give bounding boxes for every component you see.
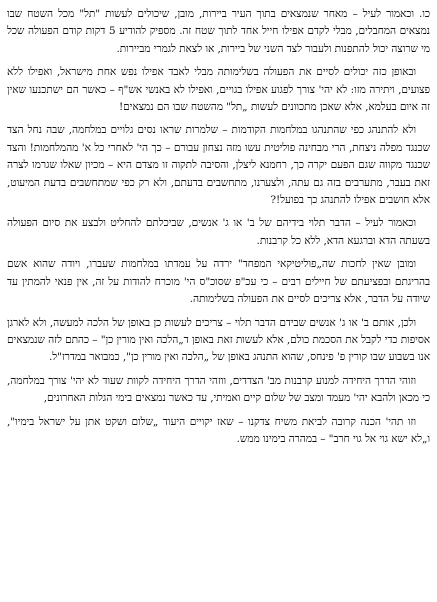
paragraph-26: כו. וכאמור לעיל – מאחר שנמצאים בתוך העיר ביירות, מובן, שיכולים לעשות "תל" מכל השטח שבו נמצאים המחבלים, מבלי לקדם אפילו חייל אחד לתוך שטח זה. מספיק להודיע 5 דקות קודם הפעולה שכל מי שרוצה יכול להתפנות ולעבור לצד השני של ביירות, או לצאת לגמרי מביירות. xyxy=(7,8,430,55)
paragraph-4: וכאמור לעיל – הדבר תלוי בידיהם של ב' או ג' אנשים, שביכלתם להחליט ולבצע את סיום הפעולה בשעתה הדא וברגעא הדא, ללא כל קרבנות. xyxy=(7,217,430,247)
paragraph-6: ולכן, אותם ב' או ג' אנשים שבידם הדבר תלוי – צריכים לעשות כן באופן של הלכה למעשה, ולא לארגן אסיפות כדי לקבל את הסכמת כולם, אלא לעשות זאת באופן ד„הלכה ואין מורין כן" – כהתם לזה שנמצאים אנו בשבוע שבו קורין פ' פינחס, שהוא התנהג באופן של „הלכה ואין מורין כן", כמבואר במדרז"ל. xyxy=(7,316,430,364)
paragraph-3: ולא להתנהג כפי שהתנהגו במלחמות הקודמות – שלמרות שראו נסים גלויים במלחמה, שבה נחל הצד שכנגד מפלה ניצחת, הרי מבחינה פוליטית עשו מזה נצחון עבורם – כך הי' לאחרי כל א' מהמלחמות! והצד שכנגד מקווה שגם הפעם יקרה כך, רחמנא ליצלן, והסיבה לתקוה זו מצדם היא – מכיון שאלו שגרמו לצרה זאת בעבר, מתערבים בזה גם עתה, ולצערנו, מתחשבים בדעתם, ולא רק כפי שמתחשבים בדעת המיעוט, אלא חושבים אפילו להתנהג כך בפועל!? xyxy=(7,124,430,207)
paragraph-5: ומובן שאין לחכות שה„פוליטיקאי המפחד" ירדה על עמדתו במלחמות שעברו, ויודה שהוא אשם בהריגתם ובפציעתם של חיילים רבים – כי עכ"פ שסוכ"ס הי' מוכרח להודות על זה, אין פנאי להמתין עד שיודה על הדבר, אלא צריכים לסיים את הפעולה בשלימותה. xyxy=(7,258,430,306)
paragraph-8: וזו תהי' הכנה קרובה לביאת משיח צדקנו – שאז יקויים היעוד „שלום ושקט אתן על ישראל בימיו", ו„לא ישא גוי אל גוי חרב" – במהרה בימינו ממש. xyxy=(7,415,430,445)
paragraph-2: ובאופן כזה יכולים לסיים את הפעולה בשלימותה מבלי לאבד אפילו נפש אחת מישראל, ואפילו ללא פצועים, ויתירה מזו: לא יהי' צורך לפגוע אפילו בגויים, ואפילו לא באנשי אש"ף – כאשר הם ישתכנעו שאין זה איום בעלמא, אלא שאכן מתכוונים לעשות „תל" מהשטח שבו הם נמצאים! xyxy=(7,66,430,114)
paragraph-7: וזוהי הדרך היחידה למנוע קרבנות מב' הצדדים, ווזהי הדרך היחידה לקוות שעוד לא יהי' צורך במלחמה, כי מכאן ולהבא יהי' מעמד ומצב של שלום קיים ואמיתי, עד כאשר נמצאים בימי הגלות האחרונים, xyxy=(7,374,430,405)
